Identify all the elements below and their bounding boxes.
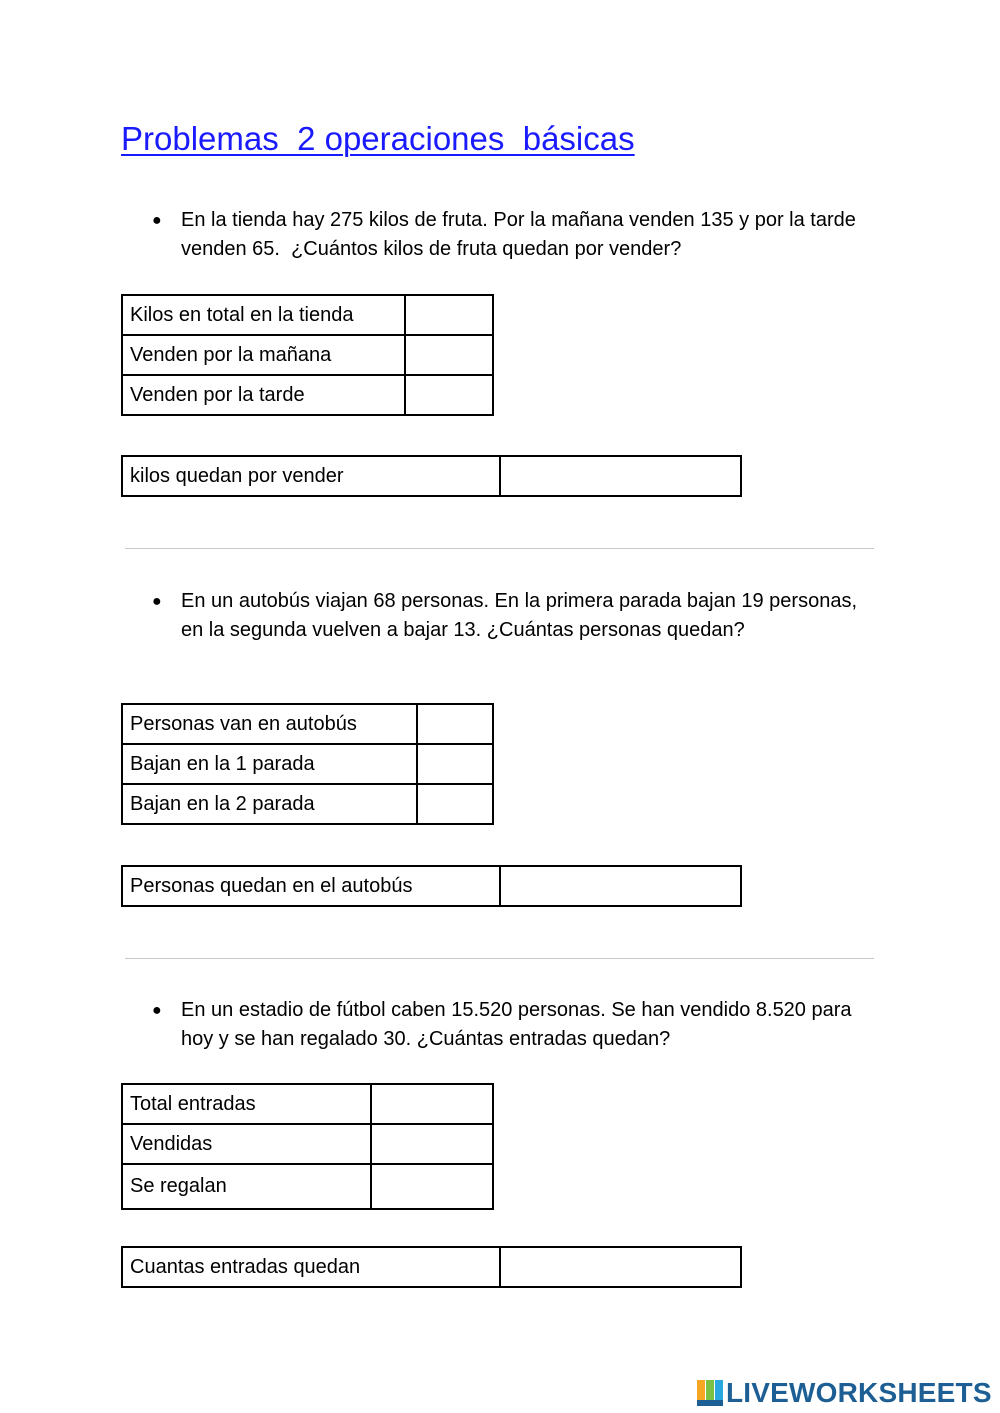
table-row bbox=[122, 1084, 493, 1124]
answer-cell[interactable] bbox=[405, 335, 493, 375]
table-row bbox=[122, 1124, 493, 1164]
row-label: Se regalan bbox=[122, 1164, 371, 1209]
table-row bbox=[122, 295, 493, 335]
result-answer-cell[interactable] bbox=[500, 866, 741, 906]
result-answer-cell[interactable] bbox=[500, 1247, 741, 1287]
answer-cell[interactable] bbox=[405, 375, 493, 415]
bullet-icon: ● bbox=[152, 593, 162, 610]
answer-cell[interactable] bbox=[417, 784, 493, 824]
liveworksheets-logo[interactable] bbox=[697, 1378, 992, 1408]
problem-2-text: En un autobús viajan 68 personas. En la primera parada bajan 19 personas, en la segunda vuelven a bajar 13. ¿Cuántas personas quedan? bbox=[181, 590, 863, 641]
table-row bbox=[122, 784, 493, 824]
problem-1-text: En la tienda hay 275 kilos de fruta. Por la mañana venden 135 y por la tarde venden 65. ¿Cuántos kilos de fruta quedan por vender? bbox=[181, 209, 862, 260]
table-row bbox=[122, 744, 493, 784]
table-row bbox=[122, 1164, 493, 1209]
liveworksheets-logo-icon bbox=[697, 1380, 723, 1406]
bullet-icon: ● bbox=[152, 1002, 162, 1019]
table-row bbox=[122, 456, 741, 496]
problem-3-data-table bbox=[121, 1083, 494, 1210]
row-label: Personas van en autobús bbox=[122, 704, 417, 744]
problem-2-data-table bbox=[121, 703, 494, 825]
result-answer-cell[interactable] bbox=[500, 456, 741, 496]
problem-2-result-table bbox=[121, 865, 742, 907]
section-divider bbox=[125, 548, 874, 549]
row-label: Venden por la tarde bbox=[122, 375, 405, 415]
result-label: Personas quedan en el autobús bbox=[122, 866, 500, 906]
problem-1-data-table bbox=[121, 294, 494, 416]
bullet-icon: ● bbox=[152, 212, 162, 229]
problem-2 bbox=[152, 587, 872, 645]
table-row bbox=[122, 375, 493, 415]
answer-cell[interactable] bbox=[417, 704, 493, 744]
problem-3-text: En un estadio de fútbol caben 15.520 personas. Se han vendido 8.520 para hoy y se han regalado 30. ¿Cuántas entradas quedan? bbox=[181, 999, 858, 1050]
table-row bbox=[122, 1247, 741, 1287]
result-label: kilos quedan por vender bbox=[122, 456, 500, 496]
problem-3 bbox=[152, 996, 872, 1054]
row-label: Vendidas bbox=[122, 1124, 371, 1164]
row-label: Total entradas bbox=[122, 1084, 371, 1124]
answer-cell[interactable] bbox=[417, 744, 493, 784]
result-label: Cuantas entradas quedan bbox=[122, 1247, 500, 1287]
row-label: Venden por la mañana bbox=[122, 335, 405, 375]
problem-3-result-table bbox=[121, 1246, 742, 1288]
answer-cell[interactable] bbox=[405, 295, 493, 335]
table-row bbox=[122, 335, 493, 375]
section-divider bbox=[125, 958, 874, 959]
row-label: Bajan en la 2 parada bbox=[122, 784, 417, 824]
problem-1-result-table bbox=[121, 455, 742, 497]
logo-text: LIVEWORKSHEETS bbox=[726, 1377, 992, 1408]
answer-cell[interactable] bbox=[371, 1164, 493, 1209]
problem-1 bbox=[152, 206, 872, 264]
page-title[interactable]: Problemas 2 operaciones básicas bbox=[121, 120, 635, 157]
table-row bbox=[122, 866, 741, 906]
answer-cell[interactable] bbox=[371, 1124, 493, 1164]
row-label: Bajan en la 1 parada bbox=[122, 744, 417, 784]
answer-cell[interactable] bbox=[371, 1084, 493, 1124]
row-label: Kilos en total en la tienda bbox=[122, 295, 405, 335]
table-row bbox=[122, 704, 493, 744]
